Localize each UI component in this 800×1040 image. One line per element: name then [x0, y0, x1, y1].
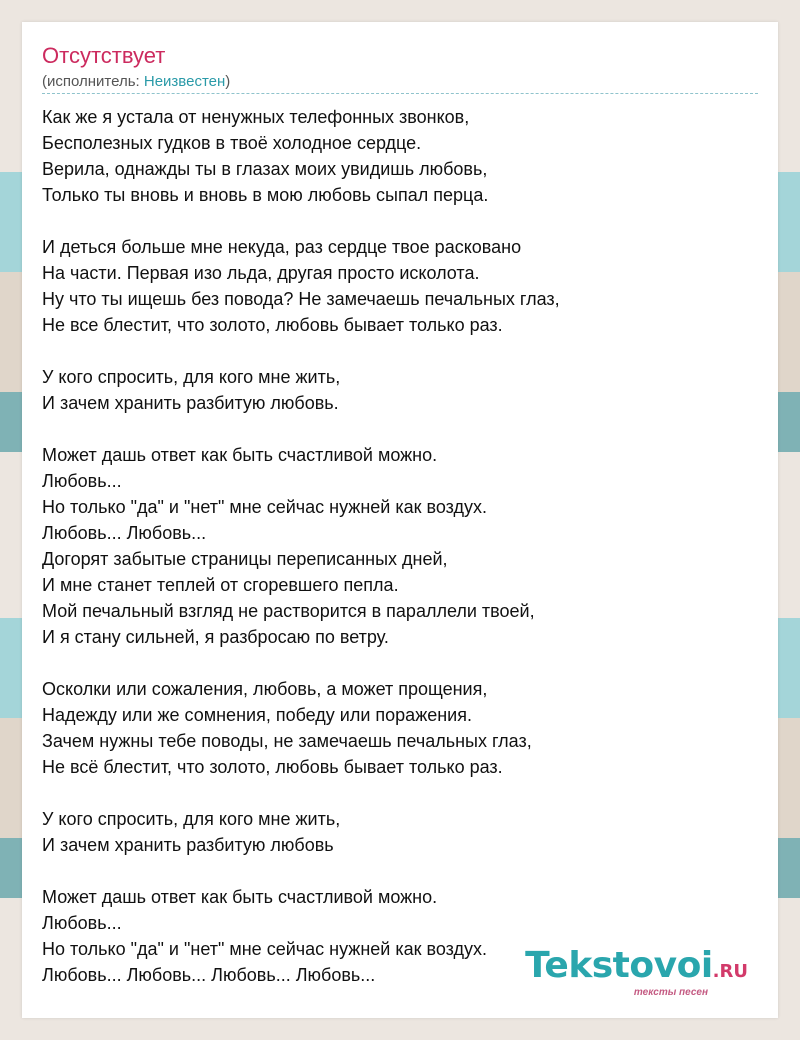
lyrics-line: Как же я устала от ненужных телефонных звонков,	[42, 107, 470, 127]
lyrics-line: И я стану сильней, я разбросаю по ветру.	[42, 627, 389, 647]
lyrics-line: Но только "да" и "нет" мне сейчас нужней как воздух.	[42, 497, 488, 517]
lyrics-line: Бесполезных гудков в твоё холодное сердце.	[42, 133, 422, 153]
lyrics-line: Любовь...	[42, 471, 122, 491]
logo-tld: .RU	[712, 961, 748, 982]
artist-suffix: )	[225, 73, 231, 90]
lyrics-stanza	[42, 676, 762, 780]
lyrics-line: Любовь... Любовь...	[42, 523, 207, 543]
lyrics-stanza	[42, 442, 762, 650]
lyrics-line: У кого спросить, для кого мне жить,	[42, 809, 341, 829]
lyrics-text	[42, 104, 762, 1014]
lyrics-line: Мой печальный взгляд не растворится в параллели твоей,	[42, 601, 535, 621]
lyrics-line: Но только "да" и "нет" мне сейчас нужней как воздух.	[42, 939, 488, 959]
song-title: Отсутствует	[42, 43, 166, 68]
lyrics-line: Верила, однажды ты в глазах моих увидишь любовь,	[42, 159, 488, 179]
lyrics-line: Надежду или же сомнения, победу или поражения.	[42, 705, 472, 725]
lyrics-line: Любовь... Любовь... Любовь... Любовь...	[42, 965, 376, 985]
lyrics-line: У кого спросить, для кого мне жить,	[42, 367, 341, 387]
artist-prefix: (исполнитель:	[42, 73, 144, 90]
lyrics-line: Может дашь ответ как быть счастливой можно.	[42, 887, 438, 907]
artist-line	[42, 73, 230, 91]
lyrics-card	[22, 22, 778, 1018]
lyrics-line: И зачем хранить разбитую любовь.	[42, 393, 339, 413]
logo-name: Tekstovoi	[525, 945, 713, 986]
lyrics-stanza	[42, 104, 762, 208]
lyrics-line: Не все блестит, что золото, любовь бывает только раз.	[42, 315, 503, 335]
lyrics-line: Не всё блестит, что золото, любовь бывает только раз.	[42, 757, 503, 777]
logo-tagline: тексты песен	[633, 987, 708, 998]
lyrics-stanza	[42, 234, 762, 338]
lyrics-line: И зачем хранить разбитую любовь	[42, 835, 334, 855]
lyrics-line: Может дашь ответ как быть счастливой можно.	[42, 445, 438, 465]
lyrics-line: Ну что ты ищешь без повода? Не замечаешь печальных глаз,	[42, 289, 560, 309]
site-logo[interactable]	[525, 947, 748, 998]
lyrics-stanza	[42, 806, 762, 858]
lyrics-line: Только ты вновь и вновь в мою любовь сыпал перца.	[42, 185, 489, 205]
lyrics-line: Осколки или сожаления, любовь, а может прощения,	[42, 679, 488, 699]
lyrics-line: На части. Первая изо льда, другая просто исколота.	[42, 263, 480, 283]
lyrics-line: Любовь...	[42, 913, 122, 933]
header-divider	[42, 93, 758, 94]
lyrics-stanza	[42, 364, 762, 416]
lyrics-line: Догорят забытые страницы переписанных дней,	[42, 549, 448, 569]
artist-link[interactable]: Неизвестен	[143, 73, 226, 90]
lyrics-line: И деться больше мне некуда, раз сердце твое расковано	[42, 237, 522, 257]
lyrics-line: И мне станет теплей от сгоревшего пепла.	[42, 575, 399, 595]
lyrics-line: Зачем нужны тебе поводы, не замечаешь печальных глаз,	[42, 731, 532, 751]
